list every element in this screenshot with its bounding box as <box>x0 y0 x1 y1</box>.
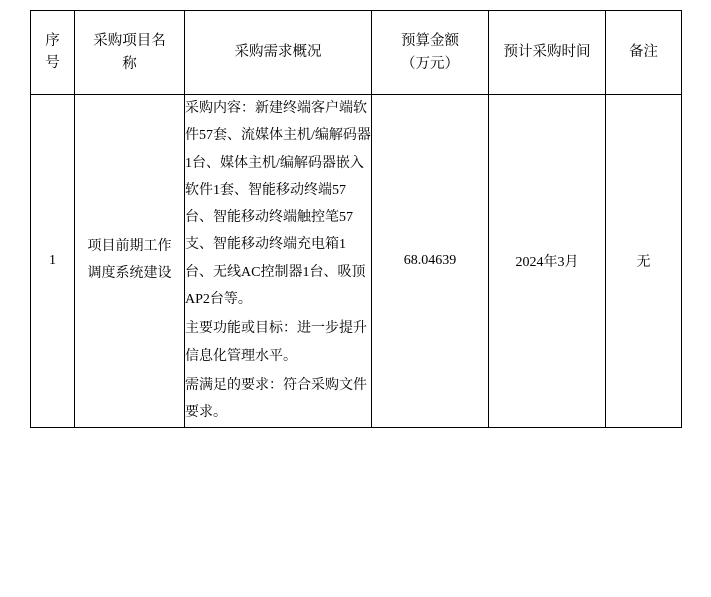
cell-sequence: 1 <box>31 95 75 428</box>
column-header-remark-line-1: 备注 <box>629 44 658 61</box>
column-header-expected-time-line-1: 预计采购时间 <box>503 44 591 61</box>
cell-remark: 无 <box>606 95 682 428</box>
requirement-paragraph-conditions: 需满足的要求：符合采购文件要求。 <box>185 377 367 421</box>
column-header-project-name-line-2: 称 <box>122 55 137 72</box>
procurement-requirement-table <box>30 10 682 428</box>
requirement-paragraph-content: 采购内容：新建终端客户端软件57套、流媒体主机/编解码器1台、媒体主机/编解码器嵌入软件1套、智能移动终端57台、智能移动终端触控笔57支、智能移动终端充电箱1台、无线AC控制器1台、吸顶AP2台等。 <box>185 101 371 308</box>
cell-project-name-line-2: 调度系统建设 <box>87 265 172 281</box>
document-page <box>0 10 711 597</box>
column-header-budget <box>372 11 489 95</box>
table-body <box>31 95 682 428</box>
column-header-expected-time <box>489 11 606 95</box>
column-header-requirement-overview-line-1: 采购需求概况 <box>234 44 322 61</box>
cell-project-name-line-1: 项目前期工作 <box>87 239 172 255</box>
column-header-requirement-overview <box>185 11 372 95</box>
cell-requirement-overview <box>185 95 372 428</box>
column-header-sequence-line-2: 号 <box>45 54 60 71</box>
table-header-row <box>31 11 682 95</box>
table-row <box>31 95 682 428</box>
column-header-sequence <box>31 11 75 95</box>
column-header-sequence-line-1: 序 <box>45 32 60 49</box>
table-header <box>31 11 682 95</box>
column-header-project-name <box>75 11 185 95</box>
cell-project-name <box>75 95 185 428</box>
requirement-paragraph-goal: 主要功能或目标：进一步提升信息化管理水平。 <box>185 321 367 364</box>
column-header-remark <box>606 11 682 95</box>
column-header-budget-line-1: 预算金额 <box>401 33 459 50</box>
column-header-budget-line-2: （万元） <box>401 55 459 72</box>
cell-budget: 68.04639 <box>372 95 489 428</box>
column-header-project-name-line-1: 采购项目名 <box>93 33 166 50</box>
cell-expected-time: 2024年3月 <box>489 95 606 428</box>
